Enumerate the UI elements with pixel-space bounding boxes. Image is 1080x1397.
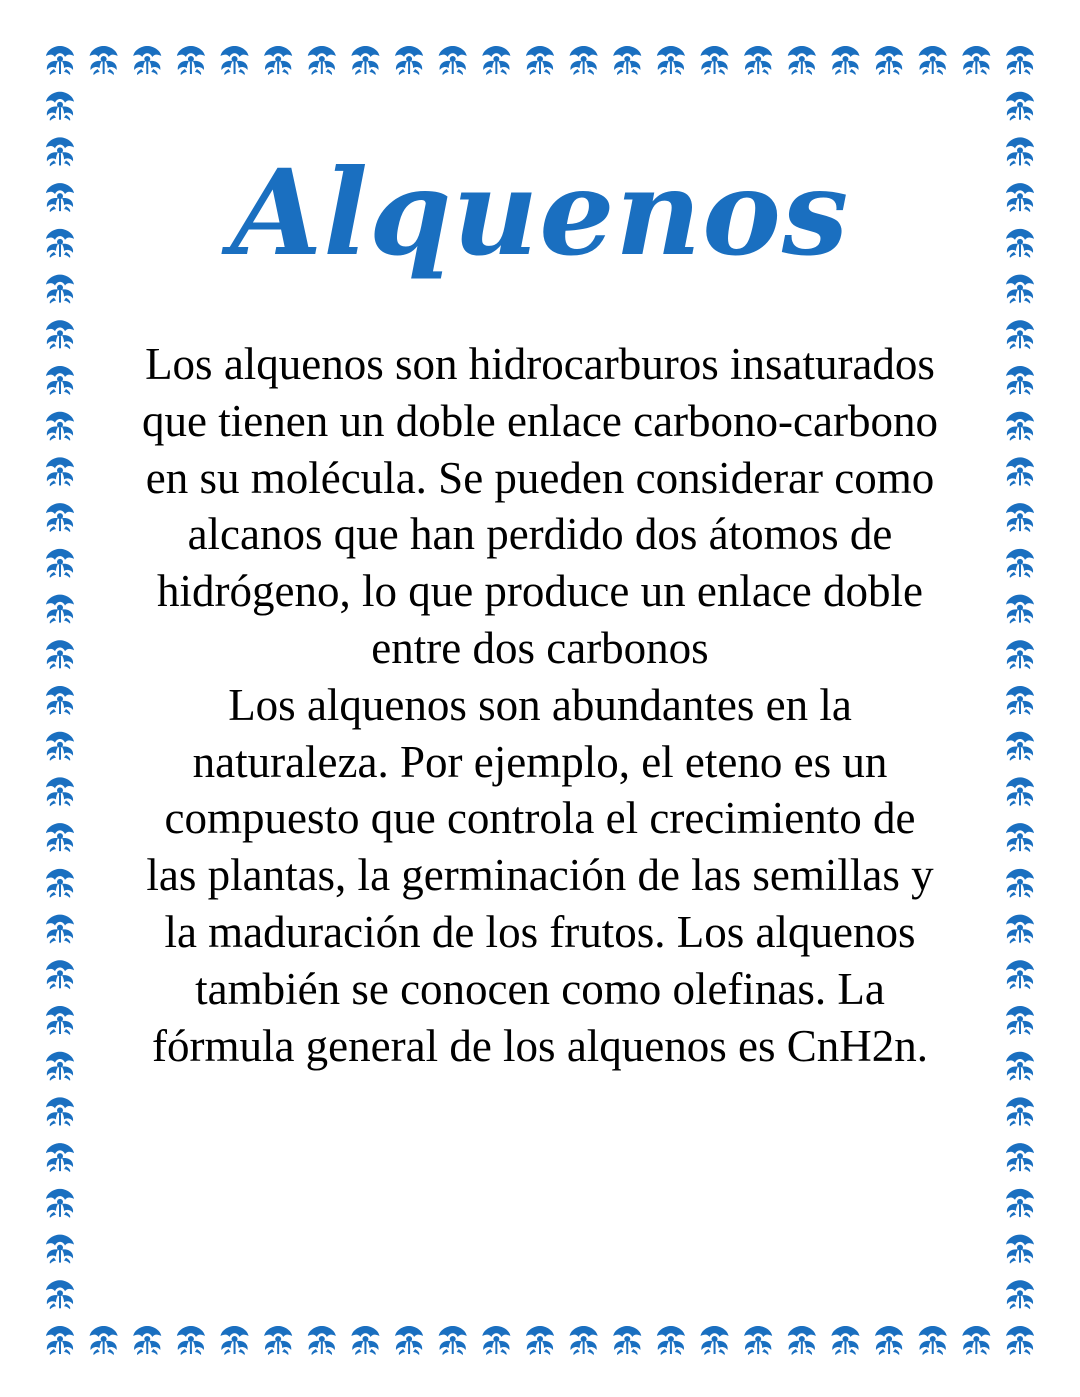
floral-ornament-icon xyxy=(46,686,74,715)
floral-ornament-icon xyxy=(1006,823,1034,852)
floral-ornament-icon xyxy=(701,46,729,75)
floral-ornament-icon xyxy=(264,46,292,75)
floral-ornament-icon xyxy=(570,1326,598,1355)
floral-ornament-icon xyxy=(657,1326,685,1355)
floral-ornament-icon xyxy=(46,549,74,578)
floral-ornament-icon xyxy=(1006,92,1034,121)
floral-ornament-icon xyxy=(875,1326,903,1355)
floral-ornament-icon xyxy=(46,1235,74,1264)
floral-ornament-icon xyxy=(613,46,641,75)
floral-ornament-icon xyxy=(46,320,74,349)
floral-ornament-icon xyxy=(1006,1097,1034,1126)
floral-ornament-icon xyxy=(46,915,74,944)
floral-ornament-icon xyxy=(46,1006,74,1035)
floral-ornament-icon xyxy=(133,1326,161,1355)
floral-ornament-icon xyxy=(570,46,598,75)
floral-ornament-icon xyxy=(1006,1189,1034,1218)
floral-ornament-icon xyxy=(46,457,74,486)
floral-ornament-icon xyxy=(831,46,859,75)
floral-ornament-icon xyxy=(46,1052,74,1081)
floral-ornament-icon xyxy=(657,46,685,75)
floral-ornament-icon xyxy=(1006,640,1034,669)
floral-ornament-icon xyxy=(308,1326,336,1355)
floral-ornament-icon xyxy=(1006,1235,1034,1264)
floral-ornament-icon xyxy=(1006,960,1034,989)
floral-ornament-icon xyxy=(919,46,947,75)
floral-ornament-icon xyxy=(1006,777,1034,806)
floral-ornament-icon xyxy=(962,46,990,75)
floral-ornament-icon xyxy=(613,1326,641,1355)
floral-ornament-icon xyxy=(1006,412,1034,441)
floral-ornament-icon xyxy=(133,46,161,75)
floral-ornament-icon xyxy=(46,823,74,852)
floral-ornament-icon xyxy=(46,1326,74,1355)
floral-ornament-icon xyxy=(701,1326,729,1355)
floral-ornament-icon xyxy=(46,412,74,441)
floral-ornament-icon xyxy=(395,1326,423,1355)
floral-ornament-icon xyxy=(46,960,74,989)
floral-ornament-icon xyxy=(744,1326,772,1355)
floral-ornament-icon xyxy=(831,1326,859,1355)
floral-ornament-icon xyxy=(1006,46,1034,75)
floral-ornament-icon xyxy=(177,1326,205,1355)
floral-ornament-icon xyxy=(46,46,74,75)
body-text xyxy=(140,336,940,1074)
paragraph-2: Los alquenos son abundantes en la naturaleza. Por ejemplo, el eteno es un compuesto que controla el crecimiento de las plantas, la germinación de las semillas y la maduración de los frutos. Los alquenos también se conocen como olefinas. La fórmula general de los alquenos es CnH2n. xyxy=(146,679,934,1071)
floral-ornament-icon xyxy=(90,1326,118,1355)
floral-ornament-icon xyxy=(46,869,74,898)
floral-ornament-icon xyxy=(1006,366,1034,395)
floral-ornament-icon xyxy=(308,46,336,75)
floral-ornament-icon xyxy=(1006,1280,1034,1309)
floral-ornament-icon xyxy=(46,1280,74,1309)
floral-ornament-icon xyxy=(1006,1006,1034,1035)
floral-ornament-icon xyxy=(46,1143,74,1172)
floral-ornament-icon xyxy=(395,46,423,75)
floral-ornament-icon xyxy=(90,46,118,75)
floral-ornament-icon xyxy=(221,1326,249,1355)
floral-ornament-icon xyxy=(919,1326,947,1355)
floral-ornament-icon xyxy=(1006,320,1034,349)
floral-ornament-icon xyxy=(1006,503,1034,532)
floral-ornament-icon xyxy=(788,46,816,75)
floral-ornament-icon xyxy=(439,1326,467,1355)
floral-ornament-icon xyxy=(1006,549,1034,578)
floral-ornament-icon xyxy=(526,46,554,75)
floral-ornament-icon xyxy=(264,1326,292,1355)
floral-ornament-icon xyxy=(744,46,772,75)
floral-ornament-icon xyxy=(1006,1326,1034,1355)
floral-ornament-icon xyxy=(46,595,74,624)
floral-ornament-icon xyxy=(46,1097,74,1126)
floral-ornament-icon xyxy=(1006,595,1034,624)
floral-ornament-icon xyxy=(1006,686,1034,715)
floral-ornament-icon xyxy=(46,640,74,669)
paragraph-1: Los alquenos son hidrocarburos insaturados que tienen un doble enlace carbono-carbono en su molécula. Se pueden considerar como alcanos que han perdido dos átomos de hidrógeno, lo que produce un enlace doble entre dos carbonos xyxy=(142,339,938,673)
floral-ornament-icon xyxy=(788,1326,816,1355)
floral-ornament-icon xyxy=(177,46,205,75)
floral-ornament-icon xyxy=(526,1326,554,1355)
floral-ornament-icon xyxy=(1006,915,1034,944)
floral-ornament-icon xyxy=(962,1326,990,1355)
floral-ornament-icon xyxy=(1006,869,1034,898)
floral-ornament-icon xyxy=(221,46,249,75)
floral-ornament-icon xyxy=(46,366,74,395)
floral-ornament-icon xyxy=(351,1326,379,1355)
floral-ornament-icon xyxy=(1006,457,1034,486)
floral-ornament-icon xyxy=(46,732,74,761)
floral-ornament-icon xyxy=(1006,1143,1034,1172)
floral-ornament-icon xyxy=(46,503,74,532)
floral-ornament-icon xyxy=(1006,732,1034,761)
floral-ornament-icon xyxy=(46,1189,74,1218)
floral-ornament-icon xyxy=(482,1326,510,1355)
floral-ornament-icon xyxy=(439,46,467,75)
floral-ornament-icon xyxy=(1006,1052,1034,1081)
floral-ornament-icon xyxy=(351,46,379,75)
page-title: Alquenos xyxy=(230,143,850,282)
floral-ornament-icon xyxy=(875,46,903,75)
floral-ornament-icon xyxy=(482,46,510,75)
floral-ornament-icon xyxy=(46,92,74,121)
floral-ornament-icon xyxy=(46,777,74,806)
